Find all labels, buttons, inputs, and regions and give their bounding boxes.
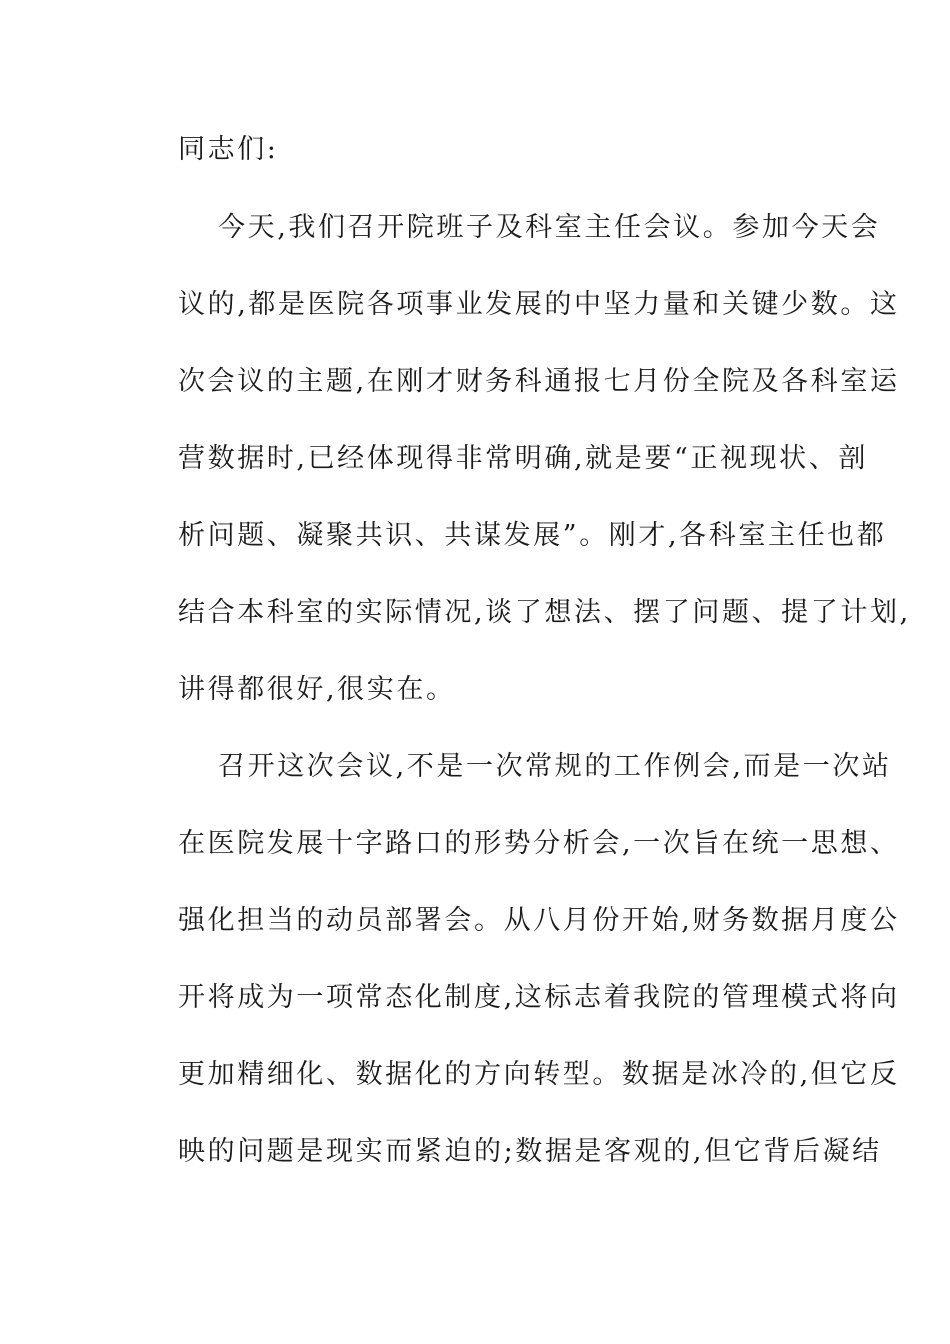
paragraph-1-line-4: 营数据时,已经体现得非常明确,就是要“正视现状、剖 <box>178 443 868 474</box>
paragraph-1-line-7: 讲得都很好,很实在。 <box>178 674 456 705</box>
paragraph-2-line-2: 在医院发展十字路口的形势分析会,一次旨在统一思想、 <box>178 828 900 859</box>
paragraph-1-line-1: 今天,我们召开院班子及科室主任会议。参加今天会 <box>218 212 881 243</box>
paragraph-2-line-5: 更加精细化、数据化的方向转型。数据是冰冷的,但它反 <box>178 1059 900 1090</box>
paragraph-2-line-4: 开将成为一项常态化制度,这标志着我院的管理模式将向 <box>178 982 900 1013</box>
paragraph-1-line-2: 议的,都是医院各项事业发展的中坚力量和关键少数。这 <box>178 289 900 320</box>
greeting: 同志们: <box>178 134 279 165</box>
paragraph-1-line-5: 析问题、凝聚共识、共谋发展”。刚才,各科室主任也都 <box>178 520 887 551</box>
paragraph-2-line-1: 召开这次会议,不是一次常规的工作例会,而是一次站 <box>218 751 892 782</box>
paragraph-2-line-3: 强化担当的动员部署会。从八月份开始,财务数据月度公 <box>178 905 900 936</box>
paragraph-1-line-3: 次会议的主题,在刚才财务科通报七月份全院及各科室运 <box>178 366 900 397</box>
paragraph-1-line-6: 结合本科室的实际情况,谈了想法、摆了问题、提了计划, <box>178 597 911 628</box>
paragraph-2-line-6: 映的问题是现实而紧迫的;数据是客观的,但它背后凝结 <box>178 1136 882 1167</box>
